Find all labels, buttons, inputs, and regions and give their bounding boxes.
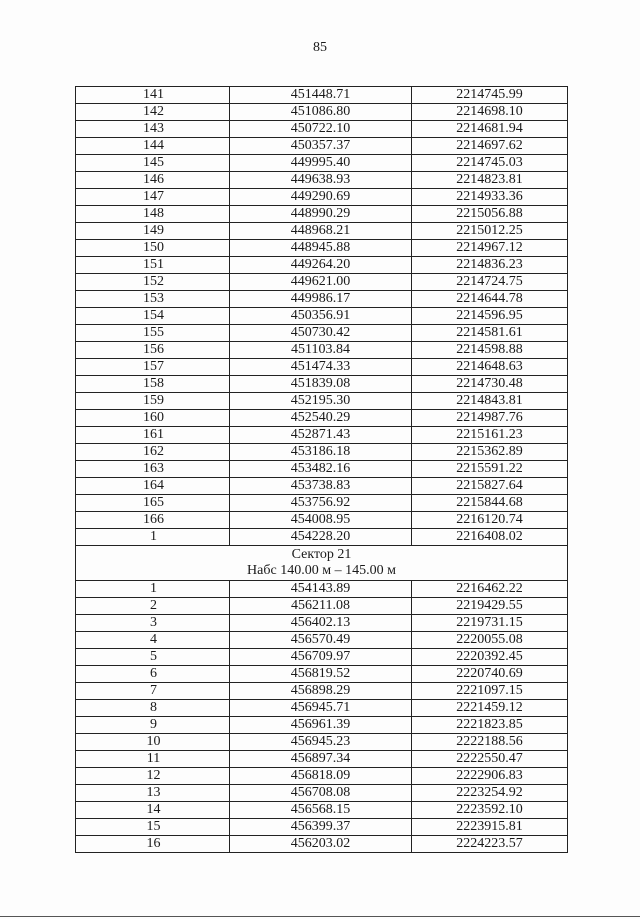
table-row [76,529,568,546]
point-number-cell: 1 [76,529,230,546]
y-coordinate-cell: 2214681.94 [412,121,568,138]
y-coordinate-cell: 2220740.69 [412,666,568,683]
point-number-cell: 154 [76,308,230,325]
point-number-cell: 10 [76,734,230,751]
y-coordinate-cell: 2215056.88 [412,206,568,223]
table-row [76,598,568,615]
point-number-cell: 166 [76,512,230,529]
table-row [76,836,568,853]
x-coordinate-cell: 454228.20 [230,529,412,546]
point-number-cell: 14 [76,802,230,819]
x-coordinate-cell: 456211.08 [230,598,412,615]
table-row [76,87,568,104]
x-coordinate-cell: 454143.89 [230,581,412,598]
y-coordinate-cell: 2215161.23 [412,427,568,444]
sector-header-cell [76,546,568,581]
point-number-cell: 158 [76,376,230,393]
x-coordinate-cell: 449986.17 [230,291,412,308]
point-number-cell: 142 [76,104,230,121]
x-coordinate-cell: 451448.71 [230,87,412,104]
y-coordinate-cell: 2214933.36 [412,189,568,206]
y-coordinate-cell: 2224223.57 [412,836,568,853]
x-coordinate-cell: 453756.92 [230,495,412,512]
table-row [76,410,568,427]
point-number-cell: 144 [76,138,230,155]
point-number-cell: 157 [76,359,230,376]
x-coordinate-cell: 451839.08 [230,376,412,393]
x-coordinate-cell: 456708.08 [230,785,412,802]
page-number: 85 [313,40,327,55]
point-number-cell: 141 [76,87,230,104]
y-coordinate-cell: 2214598.88 [412,342,568,359]
x-coordinate-cell: 451086.80 [230,104,412,121]
table-row [76,172,568,189]
point-number-cell: 162 [76,444,230,461]
point-number-cell: 2 [76,598,230,615]
y-coordinate-cell: 2214967.12 [412,240,568,257]
table-row [76,308,568,325]
y-coordinate-cell: 2214697.62 [412,138,568,155]
point-number-cell: 152 [76,274,230,291]
table-row [76,155,568,172]
x-coordinate-cell: 451474.33 [230,359,412,376]
y-coordinate-cell: 2214745.03 [412,155,568,172]
table-row [76,274,568,291]
table-row [76,666,568,683]
y-coordinate-cell: 2221459.12 [412,700,568,717]
y-coordinate-cell: 2216120.74 [412,512,568,529]
table-body-top [76,87,568,546]
point-number-cell: 165 [76,495,230,512]
x-coordinate-cell: 449290.69 [230,189,412,206]
point-number-cell: 146 [76,172,230,189]
y-coordinate-cell: 2214596.95 [412,308,568,325]
point-number-cell: 12 [76,768,230,785]
point-number-cell: 147 [76,189,230,206]
table-row [76,325,568,342]
x-coordinate-cell: 456570.49 [230,632,412,649]
table-row [76,683,568,700]
table-row [76,802,568,819]
point-number-cell: 143 [76,121,230,138]
x-coordinate-cell: 448945.88 [230,240,412,257]
y-coordinate-cell: 2222906.83 [412,768,568,785]
table-row [76,768,568,785]
table-row [76,495,568,512]
point-number-cell: 164 [76,478,230,495]
x-coordinate-cell: 448968.21 [230,223,412,240]
sector-title: Сектор 21 [291,547,352,562]
y-coordinate-cell: 2214724.75 [412,274,568,291]
table-row [76,512,568,529]
y-coordinate-cell: 2220392.45 [412,649,568,666]
point-number-cell: 8 [76,700,230,717]
x-coordinate-cell: 456568.15 [230,802,412,819]
point-number-cell: 150 [76,240,230,257]
point-number-cell: 149 [76,223,230,240]
point-number-cell: 163 [76,461,230,478]
table-row [76,649,568,666]
y-coordinate-cell: 2223254.92 [412,785,568,802]
table-row [76,819,568,836]
y-coordinate-cell: 2215844.68 [412,495,568,512]
x-coordinate-cell: 449638.93 [230,172,412,189]
table-row [76,376,568,393]
x-coordinate-cell: 450722.10 [230,121,412,138]
x-coordinate-cell: 456819.52 [230,666,412,683]
sector-header-row [76,546,568,581]
x-coordinate-cell: 456945.23 [230,734,412,751]
x-coordinate-cell: 456709.97 [230,649,412,666]
table-row [76,461,568,478]
y-coordinate-cell: 2215012.25 [412,223,568,240]
y-coordinate-cell: 2214745.99 [412,87,568,104]
table-body-bottom [76,581,568,853]
table-row [76,240,568,257]
y-coordinate-cell: 2223592.10 [412,802,568,819]
point-number-cell: 148 [76,206,230,223]
x-coordinate-cell: 456399.37 [230,819,412,836]
point-number-cell: 159 [76,393,230,410]
table-row [76,342,568,359]
x-coordinate-cell: 452871.43 [230,427,412,444]
y-coordinate-cell: 2215827.64 [412,478,568,495]
x-coordinate-cell: 454008.95 [230,512,412,529]
x-coordinate-cell: 456961.39 [230,717,412,734]
point-number-cell: 16 [76,836,230,853]
table-row [76,444,568,461]
y-coordinate-cell: 2215362.89 [412,444,568,461]
y-coordinate-cell: 2220055.08 [412,632,568,649]
point-number-cell: 161 [76,427,230,444]
y-coordinate-cell: 2214730.48 [412,376,568,393]
y-coordinate-cell: 2214581.61 [412,325,568,342]
table-row [76,615,568,632]
coordinates-table [75,86,568,853]
y-coordinate-cell: 2214648.63 [412,359,568,376]
table-row [76,104,568,121]
x-coordinate-cell: 450357.37 [230,138,412,155]
x-coordinate-cell: 448990.29 [230,206,412,223]
table-row [76,785,568,802]
table-row [76,359,568,376]
y-coordinate-cell: 2216408.02 [412,529,568,546]
y-coordinate-cell: 2223915.81 [412,819,568,836]
y-coordinate-cell: 2216462.22 [412,581,568,598]
table-row [76,206,568,223]
x-coordinate-cell: 449264.20 [230,257,412,274]
y-coordinate-cell: 2222550.47 [412,751,568,768]
table-row [76,393,568,410]
y-coordinate-cell: 2219429.55 [412,598,568,615]
table-row [76,257,568,274]
table-row [76,121,568,138]
x-coordinate-cell: 453482.16 [230,461,412,478]
x-coordinate-cell: 449995.40 [230,155,412,172]
table-row [76,734,568,751]
table-row [76,291,568,308]
x-coordinate-cell: 456818.09 [230,768,412,785]
table-row [76,581,568,598]
table-row [76,751,568,768]
x-coordinate-cell: 453738.83 [230,478,412,495]
table-row [76,478,568,495]
table-row [76,138,568,155]
point-number-cell: 151 [76,257,230,274]
sector-subtitle: Набс 140.00 м – 145.00 м [247,563,396,578]
x-coordinate-cell: 456897.34 [230,751,412,768]
point-number-cell: 1 [76,581,230,598]
x-coordinate-cell: 456898.29 [230,683,412,700]
point-number-cell: 11 [76,751,230,768]
table-row [76,189,568,206]
x-coordinate-cell: 452195.30 [230,393,412,410]
x-coordinate-cell: 451103.84 [230,342,412,359]
point-number-cell: 156 [76,342,230,359]
y-coordinate-cell: 2219731.15 [412,615,568,632]
point-number-cell: 5 [76,649,230,666]
sector-header-group [76,546,568,581]
y-coordinate-cell: 2221097.15 [412,683,568,700]
y-coordinate-cell: 2222188.56 [412,734,568,751]
y-coordinate-cell: 2215591.22 [412,461,568,478]
y-coordinate-cell: 2214644.78 [412,291,568,308]
point-number-cell: 153 [76,291,230,308]
y-coordinate-cell: 2214843.81 [412,393,568,410]
point-number-cell: 155 [76,325,230,342]
x-coordinate-cell: 456402.13 [230,615,412,632]
point-number-cell: 4 [76,632,230,649]
x-coordinate-cell: 449621.00 [230,274,412,291]
page-bottom-border [0,916,640,917]
y-coordinate-cell: 2214987.76 [412,410,568,427]
table-row [76,717,568,734]
point-number-cell: 145 [76,155,230,172]
point-number-cell: 9 [76,717,230,734]
point-number-cell: 15 [76,819,230,836]
table-row [76,223,568,240]
y-coordinate-cell: 2214698.10 [412,104,568,121]
point-number-cell: 7 [76,683,230,700]
point-number-cell: 13 [76,785,230,802]
x-coordinate-cell: 456945.71 [230,700,412,717]
x-coordinate-cell: 450356.91 [230,308,412,325]
point-number-cell: 160 [76,410,230,427]
y-coordinate-cell: 2221823.85 [412,717,568,734]
x-coordinate-cell: 452540.29 [230,410,412,427]
y-coordinate-cell: 2214836.23 [412,257,568,274]
table-row [76,632,568,649]
y-coordinate-cell: 2214823.81 [412,172,568,189]
point-number-cell: 3 [76,615,230,632]
x-coordinate-cell: 456203.02 [230,836,412,853]
x-coordinate-cell: 450730.42 [230,325,412,342]
point-number-cell: 6 [76,666,230,683]
x-coordinate-cell: 453186.18 [230,444,412,461]
table-row [76,427,568,444]
table-row [76,700,568,717]
